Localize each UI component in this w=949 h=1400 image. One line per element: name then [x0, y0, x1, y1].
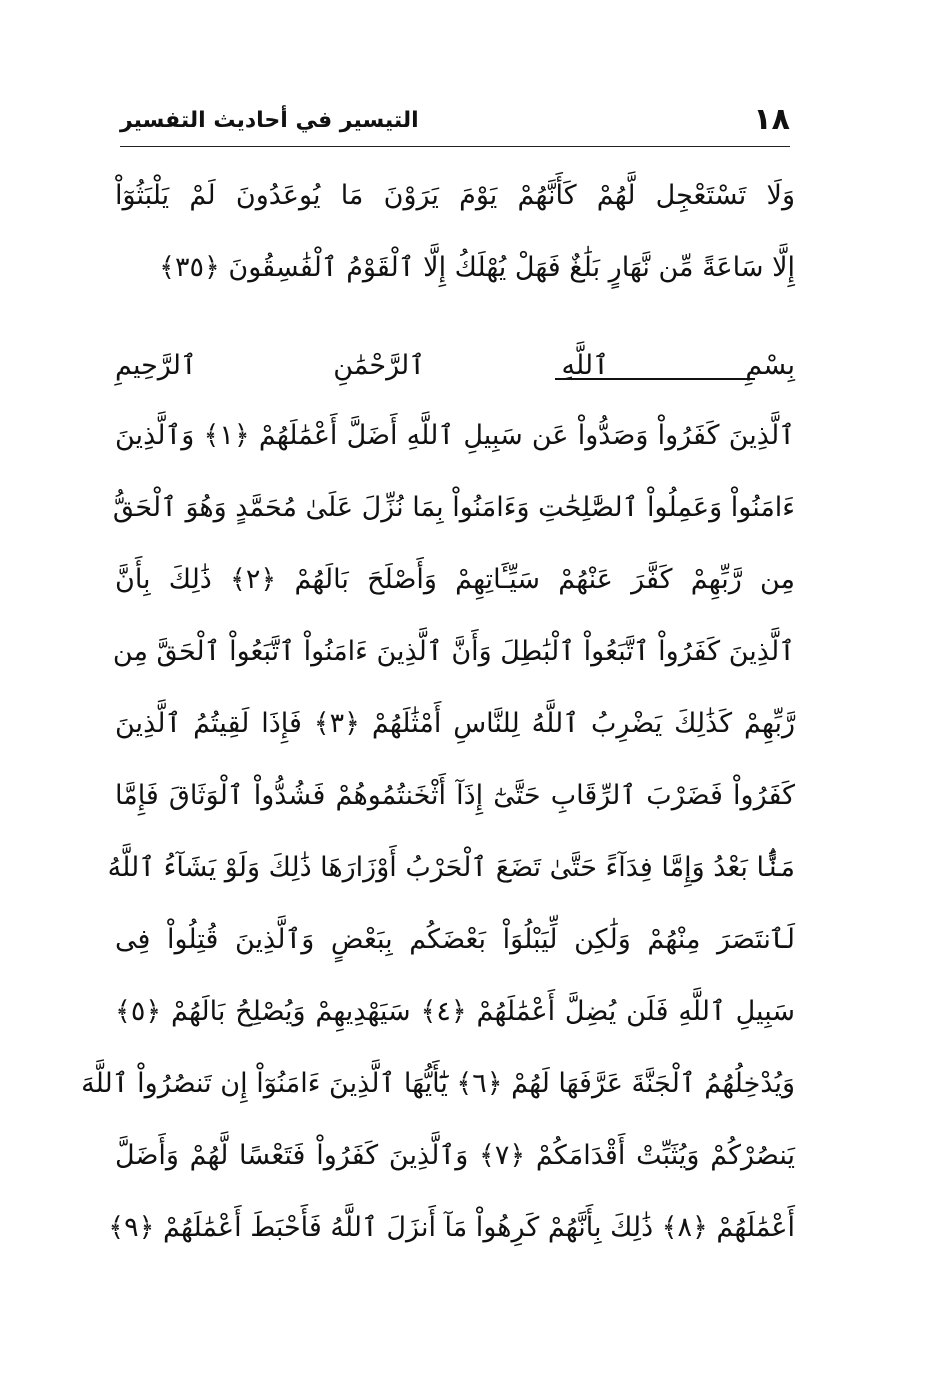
verse-line-6: ٱلَّذِينَ كَفَرُواْ ٱتَّبَعُواْ ٱلْبَٰطِلَ وَأَنَّ ٱلَّذِينَ ءَامَنُواْ ٱتَّبَعُواْ ٱلْحَقَّ مِن — [112, 636, 795, 667]
verse-line-7: رَّبِّهِمْ كَذَٰلِكَ يَضْرِبُ ٱللَّهُ لِلنَّاسِ أَمْثَٰلَهُمْ ﴿٣﴾ فَإِذَا لَقِيتُمُ ٱلَّذِينَ — [115, 708, 795, 739]
verse-line-2: إِلَّا سَاعَةً مِّن نَّهَارٍ بَلَٰغٌ فَهَلْ يُهْلَكُ إِلَّا ٱلْقَوْمُ ٱلْفَٰسِقُونَ ﴿٣٥﴾ — [159, 252, 795, 283]
verse-line-12: وَيُدْخِلُهُمُ ٱلْجَنَّةَ عَرَّفَهَا لَهُمْ ﴿٦﴾ يَٰٓأَيُّهَا ٱلَّذِينَ ءَامَنُوٓاْ إِن تَنصُرُواْ ٱللَّهَ — [81, 1068, 795, 1099]
verse-line-10: لَٱنتَصَرَ مِنْهُمْ وَلَٰكِن لِّيَبْلُوَاْ بَعْضَكُم بِبَعْضٍ وَٱلَّذِينَ قُتِلُواْ فِى — [115, 924, 795, 955]
page-header — [120, 100, 790, 150]
verse-line-11: سَبِيلِ ٱللَّهِ فَلَن يُضِلَّ أَعْمَٰلَهُمْ ﴿٤﴾ سَيَهْدِيهِمْ وَيُصْلِحُ بَالَهُمْ ﴿٥﴾ — [115, 996, 795, 1027]
header-divider — [120, 146, 790, 147]
page-number: ١٨ — [753, 102, 790, 137]
verse-line-1: وَلَا تَسْتَعْجِل لَّهُمْ كَأَنَّهُمْ يَوْمَ يَرَوْنَ مَا يُوعَدُونَ لَمْ يَلْبَثُوٓاْ — [115, 180, 795, 211]
basmala-elongation-stroke — [555, 378, 755, 380]
basmala — [115, 304, 795, 400]
verse-line-14: أَعْمَٰلَهُمْ ﴿٨﴾ ذَٰلِكَ بِأَنَّهُمْ كَرِهُواْ مَآ أَنزَلَ ٱللَّهُ فَأَحْبَطَ أَعْمَٰلَهُمْ ﴿٩﴾ — [108, 1212, 795, 1243]
verse-line-4: ءَامَنُواْ وَعَمِلُواْ ٱلصَّٰلِحَٰتِ وَءَامَنُواْ بِمَا نُزِّلَ عَلَىٰ مُحَمَّدٍ وَهُوَ ٱلْحَقُّ — [112, 492, 795, 523]
verse-line-5: مِن رَّبِّهِمْ كَفَّرَ عَنْهُمْ سَيِّـَٔاتِهِمْ وَأَصْلَحَ بَالَهُمْ ﴿٢﴾ ذَٰلِكَ بِأَنَّ — [115, 564, 795, 595]
book-title: التيسير في أحاديث التفسير — [120, 108, 419, 133]
verse-line-9: مَنًّۢا بَعْدُ وَإِمَّا فِدَآءً حَتَّىٰ تَضَعَ ٱلْحَرْبُ أَوْزَارَهَا ذَٰلِكَ وَلَوْ يَشَآءُ ٱللَّهُ — [107, 852, 795, 883]
verse-line-13: يَنصُرْكُمْ وَيُثَبِّتْ أَقْدَامَكُمْ ﴿٧﴾ وَٱلَّذِينَ كَفَرُواْ فَتَعْسًا لَّهُمْ وَأَضَلَّ — [115, 1140, 795, 1171]
verse-line-8: كَفَرُواْ فَضَرْبَ ٱلرِّقَابِ حَتَّىٰٓ إِذَآ أَثْخَنتُمُوهُمْ فَشُدُّواْ ٱلْوَثَاقَ فَإِمَّا — [115, 780, 795, 811]
verse-line-3: ٱلَّذِينَ كَفَرُواْ وَصَدُّواْ عَن سَبِيلِ ٱللَّهِ أَضَلَّ أَعْمَٰلَهُمْ ﴿١﴾ وَٱلَّذِينَ — [115, 420, 795, 451]
basmala-text: بِسْمِ ٱللَّهِ ٱلرَّحْمَٰنِ ٱلرَّحِيمِ — [115, 350, 795, 381]
quran-text-block — [81, 160, 795, 1264]
